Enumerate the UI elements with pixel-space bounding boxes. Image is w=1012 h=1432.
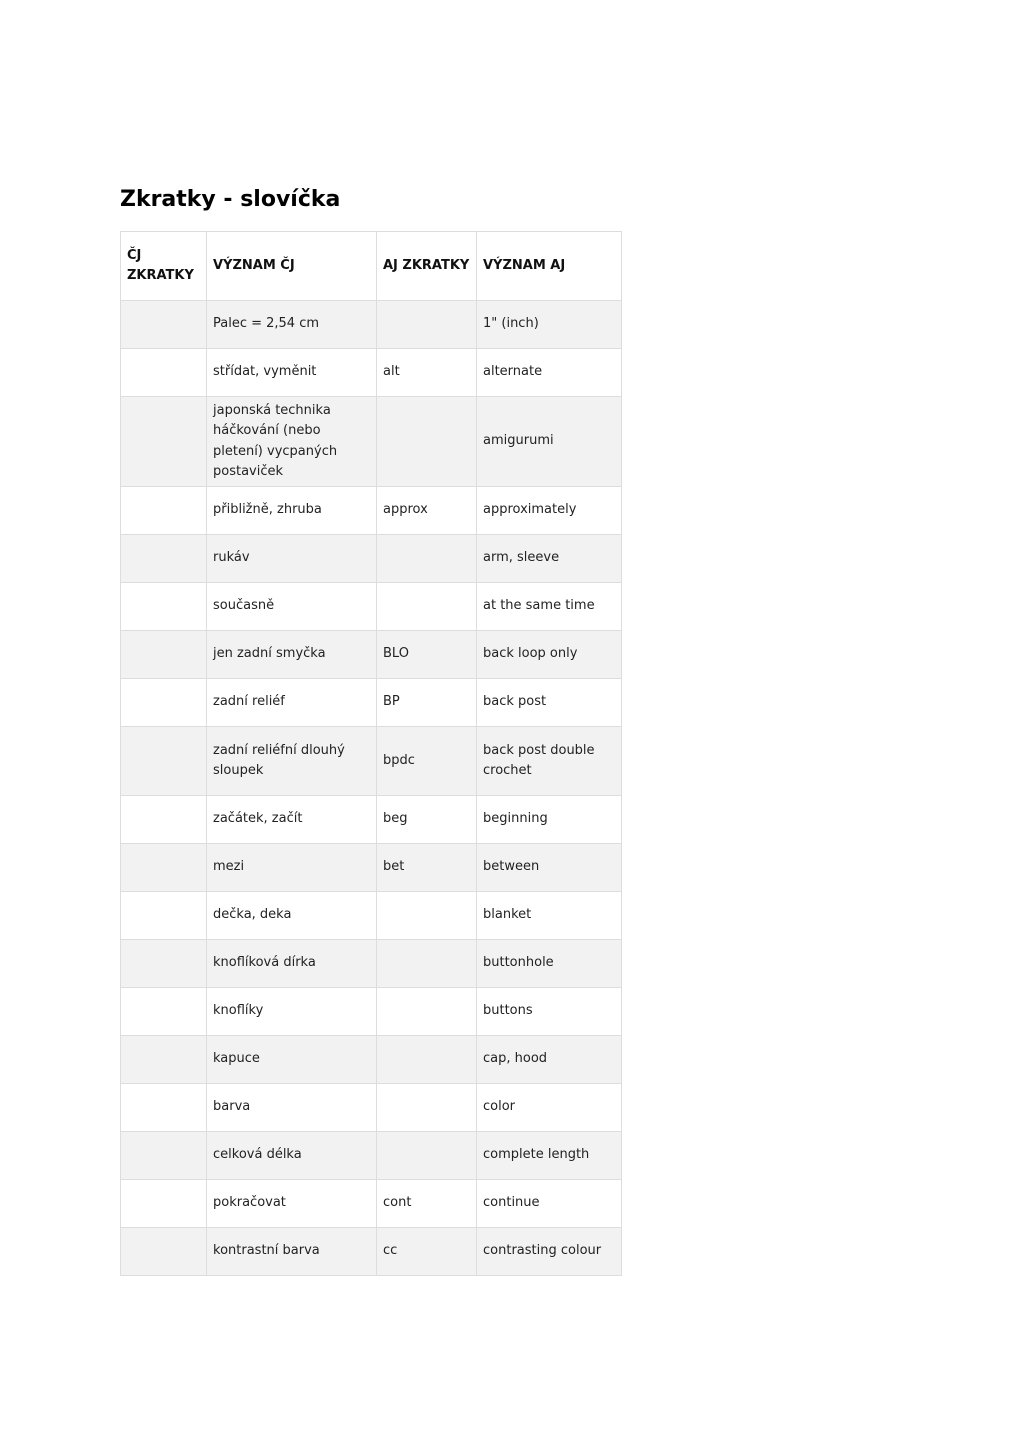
cell-text: back post xyxy=(483,694,547,710)
table-row xyxy=(121,1180,622,1228)
table-row xyxy=(121,679,622,727)
cell-text: approximately xyxy=(483,502,577,518)
table-row xyxy=(121,796,622,844)
cell-cz-meaning xyxy=(207,583,377,631)
cell-cz-meaning xyxy=(207,487,377,535)
cell-text: blanket xyxy=(483,907,532,923)
cell-text: approx xyxy=(383,502,428,518)
table-row xyxy=(121,583,622,631)
cell-text: alt xyxy=(383,364,400,380)
cell-text: back loop only xyxy=(483,646,578,662)
cell-text: complete length xyxy=(483,1147,590,1163)
cell-en-meaning xyxy=(477,397,622,487)
cell-cz-abbrev xyxy=(121,1228,207,1276)
cell-en-meaning xyxy=(477,844,622,892)
cell-text: začátek, začít xyxy=(213,811,303,827)
cell-cz-meaning xyxy=(207,1228,377,1276)
cell-cz-abbrev xyxy=(121,940,207,988)
cell-text: beg xyxy=(383,811,408,827)
cell-cz-meaning xyxy=(207,796,377,844)
table-row xyxy=(121,988,622,1036)
cell-cz-abbrev xyxy=(121,892,207,940)
cell-text: cap, hood xyxy=(483,1051,548,1067)
cell-text: bet xyxy=(383,859,405,875)
cell-en-meaning xyxy=(477,940,622,988)
header-en-abbrev: AJ ZKRATKY xyxy=(377,232,477,301)
cell-en-abbrev xyxy=(377,487,477,535)
cell-cz-abbrev xyxy=(121,583,207,631)
cell-en-meaning xyxy=(477,1228,622,1276)
table-row xyxy=(121,892,622,940)
cell-text: kapuce xyxy=(213,1051,260,1067)
cell-en-abbrev xyxy=(377,892,477,940)
cell-text: střídat, vyměnit xyxy=(213,364,317,380)
cell-cz-meaning xyxy=(207,844,377,892)
cell-en-meaning xyxy=(477,727,622,796)
cell-text: at the same time xyxy=(483,598,595,614)
cell-en-abbrev xyxy=(377,535,477,583)
cell-cz-meaning xyxy=(207,301,377,349)
cell-cz-abbrev xyxy=(121,397,207,487)
cell-text: cont xyxy=(383,1195,412,1211)
cell-text: buttonhole xyxy=(483,955,554,971)
cell-text: bpdc xyxy=(383,752,415,768)
cell-en-abbrev xyxy=(377,1228,477,1276)
cell-en-abbrev xyxy=(377,796,477,844)
cell-cz-abbrev xyxy=(121,631,207,679)
header-en-meaning: VÝZNAM AJ xyxy=(477,232,622,301)
cell-text: zadní reliéfní dlouhý sloupek xyxy=(213,742,345,778)
cell-en-meaning xyxy=(477,892,622,940)
cell-text: knoflíky xyxy=(213,1003,264,1019)
header-cz-abbrev: ČJ ZKRATKY xyxy=(121,232,207,301)
cell-cz-meaning xyxy=(207,1180,377,1228)
cell-text: zadní reliéf xyxy=(213,694,285,710)
cell-text: color xyxy=(483,1099,516,1115)
cell-en-meaning xyxy=(477,679,622,727)
cell-text: kontrastní barva xyxy=(213,1243,320,1259)
table-body xyxy=(121,301,622,1276)
cell-cz-abbrev xyxy=(121,1036,207,1084)
cell-text: barva xyxy=(213,1099,251,1115)
table-row xyxy=(121,940,622,988)
table-header-row xyxy=(121,232,622,301)
cell-cz-abbrev xyxy=(121,727,207,796)
cell-cz-abbrev xyxy=(121,301,207,349)
cell-cz-abbrev xyxy=(121,1084,207,1132)
cell-cz-meaning xyxy=(207,1132,377,1180)
table-row xyxy=(121,1036,622,1084)
vocabulary-table xyxy=(120,231,622,1276)
table-row xyxy=(121,1084,622,1132)
cell-en-meaning xyxy=(477,301,622,349)
cell-text: amigurumi xyxy=(483,433,554,449)
cell-cz-meaning xyxy=(207,349,377,397)
cell-text: mezi xyxy=(213,859,245,875)
table-row xyxy=(121,727,622,796)
cell-en-meaning xyxy=(477,487,622,535)
cell-cz-meaning xyxy=(207,727,377,796)
cell-cz-meaning xyxy=(207,892,377,940)
cell-en-abbrev xyxy=(377,1036,477,1084)
cell-cz-abbrev xyxy=(121,844,207,892)
cell-cz-meaning xyxy=(207,535,377,583)
page-title: Zkratky - slovíčka xyxy=(120,187,341,212)
cell-en-meaning xyxy=(477,583,622,631)
cell-cz-abbrev xyxy=(121,796,207,844)
cell-en-abbrev xyxy=(377,1132,477,1180)
cell-cz-meaning xyxy=(207,631,377,679)
cell-text: beginning xyxy=(483,811,548,827)
cell-text: cc xyxy=(383,1243,398,1259)
cell-cz-meaning xyxy=(207,397,377,487)
cell-en-abbrev xyxy=(377,1084,477,1132)
cell-cz-abbrev xyxy=(121,1180,207,1228)
cell-en-abbrev xyxy=(377,397,477,487)
cell-en-abbrev xyxy=(377,988,477,1036)
cell-text: přibližně, zhruba xyxy=(213,502,322,518)
cell-text: současně xyxy=(213,598,275,614)
table-row xyxy=(121,349,622,397)
cell-cz-meaning xyxy=(207,679,377,727)
cell-text: buttons xyxy=(483,1003,533,1019)
cell-text: continue xyxy=(483,1195,540,1211)
cell-en-abbrev xyxy=(377,844,477,892)
table-row xyxy=(121,1132,622,1180)
table-row xyxy=(121,1228,622,1276)
cell-en-abbrev xyxy=(377,1180,477,1228)
table-row xyxy=(121,535,622,583)
table-row xyxy=(121,844,622,892)
cell-cz-abbrev xyxy=(121,988,207,1036)
table-row xyxy=(121,487,622,535)
cell-en-meaning xyxy=(477,1132,622,1180)
cell-en-abbrev xyxy=(377,679,477,727)
cell-en-meaning xyxy=(477,1036,622,1084)
table-row xyxy=(121,397,622,487)
cell-text: pokračovat xyxy=(213,1195,286,1211)
header-cz-meaning: VÝZNAM ČJ xyxy=(207,232,377,301)
cell-en-meaning xyxy=(477,349,622,397)
cell-text: arm, sleeve xyxy=(483,550,560,566)
cell-text: BLO xyxy=(383,646,409,662)
cell-cz-abbrev xyxy=(121,487,207,535)
cell-en-abbrev xyxy=(377,940,477,988)
cell-en-meaning xyxy=(477,631,622,679)
cell-cz-meaning xyxy=(207,940,377,988)
cell-en-meaning xyxy=(477,1084,622,1132)
table-row xyxy=(121,631,622,679)
table-row xyxy=(121,301,622,349)
cell-en-abbrev xyxy=(377,301,477,349)
cell-cz-meaning xyxy=(207,1036,377,1084)
cell-text: celková délka xyxy=(213,1147,302,1163)
cell-en-abbrev xyxy=(377,583,477,631)
cell-text: contrasting colour xyxy=(483,1243,602,1259)
cell-en-meaning xyxy=(477,796,622,844)
cell-cz-abbrev xyxy=(121,535,207,583)
cell-text: 1" (inch) xyxy=(483,316,539,332)
cell-cz-abbrev xyxy=(121,679,207,727)
cell-cz-abbrev xyxy=(121,1132,207,1180)
cell-text: rukáv xyxy=(213,550,250,566)
cell-text: jen zadní smyčka xyxy=(213,646,326,662)
cell-cz-abbrev xyxy=(121,349,207,397)
cell-text: between xyxy=(483,859,540,875)
cell-text: BP xyxy=(383,694,400,710)
cell-text: back post double crochet xyxy=(483,742,595,778)
cell-en-meaning xyxy=(477,535,622,583)
cell-en-abbrev xyxy=(377,631,477,679)
cell-en-abbrev xyxy=(377,727,477,796)
cell-en-abbrev xyxy=(377,349,477,397)
cell-cz-meaning xyxy=(207,988,377,1036)
cell-en-meaning xyxy=(477,1180,622,1228)
cell-text: Palec = 2,54 cm xyxy=(213,316,320,332)
cell-text: knoflíková dírka xyxy=(213,955,316,971)
cell-cz-meaning xyxy=(207,1084,377,1132)
cell-text: alternate xyxy=(483,364,543,380)
cell-text: dečka, deka xyxy=(213,907,292,923)
cell-en-meaning xyxy=(477,988,622,1036)
cell-text: japonská technika háčkování (nebo pletení) vycpaných postaviček xyxy=(213,402,338,479)
